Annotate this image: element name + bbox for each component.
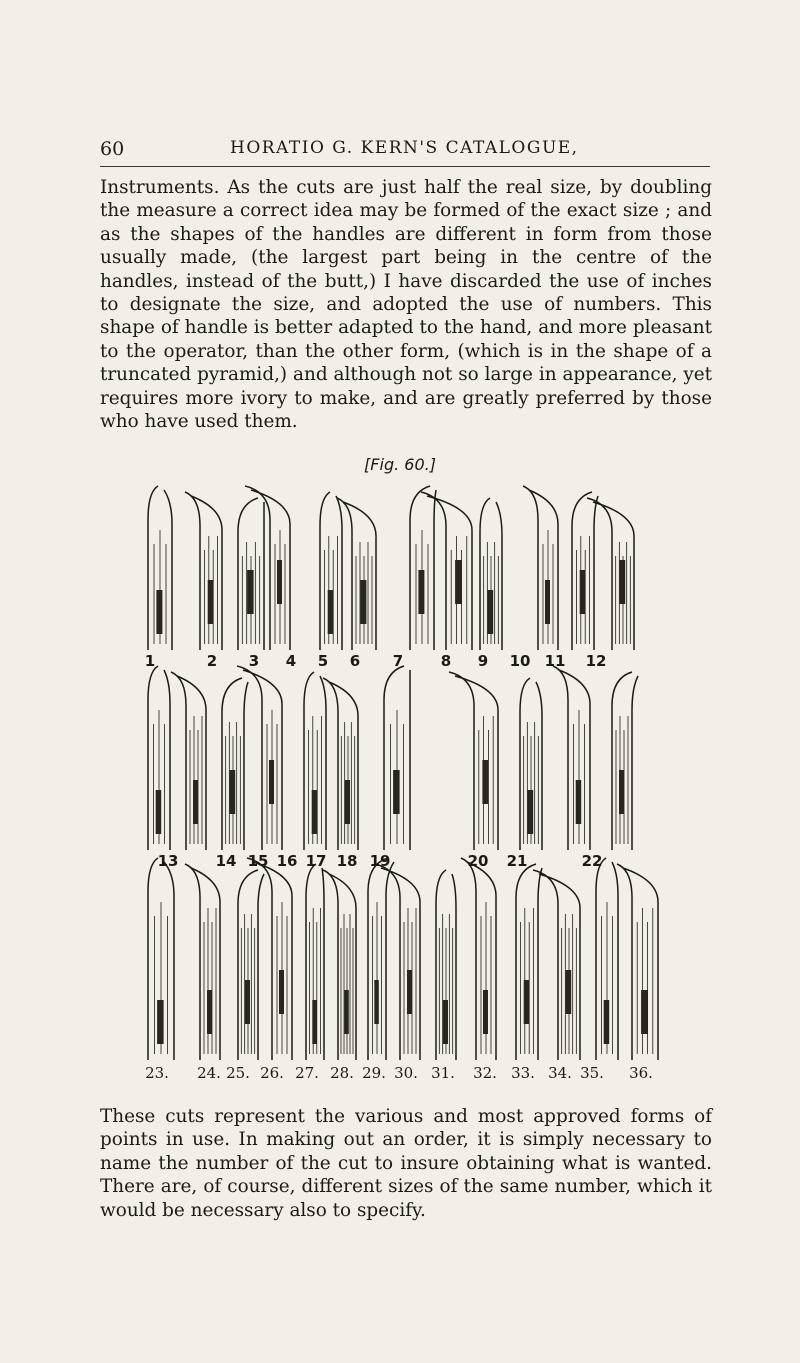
row2-instrument-6	[323, 678, 358, 850]
row3-number-3: 25.	[226, 1064, 250, 1082]
row1-number-2: 2	[206, 652, 218, 670]
row3-instrument-13	[596, 858, 618, 1060]
row2-number-3: 15	[247, 852, 269, 870]
row2-instrument-10	[553, 666, 590, 850]
row3-instrument-10	[461, 858, 496, 1060]
row3-instrument-7	[368, 858, 394, 1060]
row3-number-1: 23.	[145, 1064, 169, 1082]
row2-instrument-11	[612, 672, 638, 850]
row3-instrument-2	[185, 864, 220, 1060]
row3-instrument-12	[533, 870, 580, 1060]
row2-number-4: 16	[276, 852, 298, 870]
row3-instrument-11	[516, 864, 542, 1060]
row1-instrument-2	[185, 492, 222, 650]
row3-number-2: 24.	[197, 1064, 221, 1082]
row1-number-3: 3	[248, 652, 260, 670]
row3-number-13: 35.	[580, 1064, 604, 1082]
row2-instrument-9	[520, 678, 542, 850]
row2-number-2: 14	[215, 852, 237, 870]
row3-number-6: 28.	[330, 1064, 354, 1082]
row2-number-7: 19	[369, 852, 391, 870]
row2-number-8: 20	[467, 852, 489, 870]
intro-paragraph: Instruments. As the cuts are just half the real size, by doubling the measure a correct idea may be formed of the exact size ; and as the shapes of the handles are different in form from those usually made, (the largest part being in the centre of the handles, instead of the butt,) I have discarded the use of inches to designate the size, and adopted the use of numbers. This shape of handle is better adapted to the hand, and more pleasant to the operator, than the other form, (which is in the shape of a truncated pyramid,) and although not so large in appearance, yet requires more ivory to make, and are greatly preferred by those who have used them.	[100, 177, 712, 433]
row3-instruments	[148, 858, 658, 1060]
row1-number-10: 10	[509, 652, 531, 670]
row1-instrument-3	[238, 498, 264, 650]
row3-number-10: 32.	[473, 1064, 497, 1082]
row2-number-1: 13	[157, 852, 179, 870]
row3-number-14: 36.	[629, 1064, 653, 1082]
row3-instrument-1	[148, 858, 174, 1060]
row3-instrument-3	[238, 870, 264, 1060]
running-head: HORATIO G. KERN'S CATALOGUE,	[230, 138, 579, 158]
row1-instrument-5	[320, 492, 342, 650]
row1-number-5: 5	[317, 652, 329, 670]
row1-instrument-9	[480, 498, 502, 650]
page-number: 60	[100, 138, 125, 160]
row3-instrument-5	[306, 864, 324, 1060]
row1-instrument-1	[148, 486, 172, 650]
row2-instrument-3	[222, 678, 248, 850]
row2-labels	[158, 852, 603, 870]
figure-caption-text: [Fig. 60.]	[364, 455, 436, 474]
row3-number-8: 30.	[394, 1064, 418, 1082]
row2-instrument-8	[449, 672, 498, 850]
row2-number-6: 18	[336, 852, 358, 870]
closing-paragraph: These cuts represent the various and most approved forms of points in use. In making out an order, it is simply necessary to name the number of the cut to insure obtaining what is wanted. There are, of course, different sizes of the same number, which it would be necessary also to specify.	[100, 1106, 712, 1221]
row1-instrument-10	[523, 486, 558, 650]
row1-instrument-4	[245, 486, 290, 650]
row1-instruments	[148, 486, 634, 650]
row3-number-12: 34.	[548, 1064, 572, 1082]
row3-labels	[145, 1064, 653, 1082]
row2-instrument-1	[148, 666, 170, 850]
row1-labels	[145, 652, 607, 670]
row2-instruments	[148, 666, 638, 850]
row2-instrument-5	[304, 672, 326, 850]
row1-number-9: 9	[477, 652, 489, 670]
row1-number-6: 6	[349, 652, 361, 670]
row3-instrument-4	[247, 858, 292, 1060]
row2-instrument-7	[384, 666, 410, 850]
row1-number-8: 8	[440, 652, 452, 670]
row1-number-12: 12	[585, 652, 607, 670]
row2-number-10: 22	[581, 852, 603, 870]
row3-instrument-6	[323, 870, 356, 1060]
row3-number-9: 31.	[431, 1064, 455, 1082]
row3-instrument-14	[617, 864, 658, 1060]
row3-number-11: 33.	[511, 1064, 535, 1082]
row1-instrument-7	[410, 486, 436, 650]
row1-number-11: 11	[544, 652, 566, 670]
row2-instrument-2	[171, 672, 206, 850]
row2-number-5: 17	[305, 852, 327, 870]
row1-number-1: 1	[144, 652, 156, 670]
row1-instrument-8	[421, 492, 472, 650]
row1-number-7: 7	[392, 652, 404, 670]
row3-instrument-9	[436, 870, 456, 1060]
row3-number-4: 26.	[260, 1064, 284, 1082]
row2-number-9: 21	[506, 852, 528, 870]
row1-number-4: 4	[285, 652, 297, 670]
row3-number-7: 29.	[362, 1064, 386, 1082]
row1-instrument-6	[337, 498, 376, 650]
row3-number-5: 27.	[295, 1064, 319, 1082]
row1-instrument-11	[572, 492, 598, 650]
